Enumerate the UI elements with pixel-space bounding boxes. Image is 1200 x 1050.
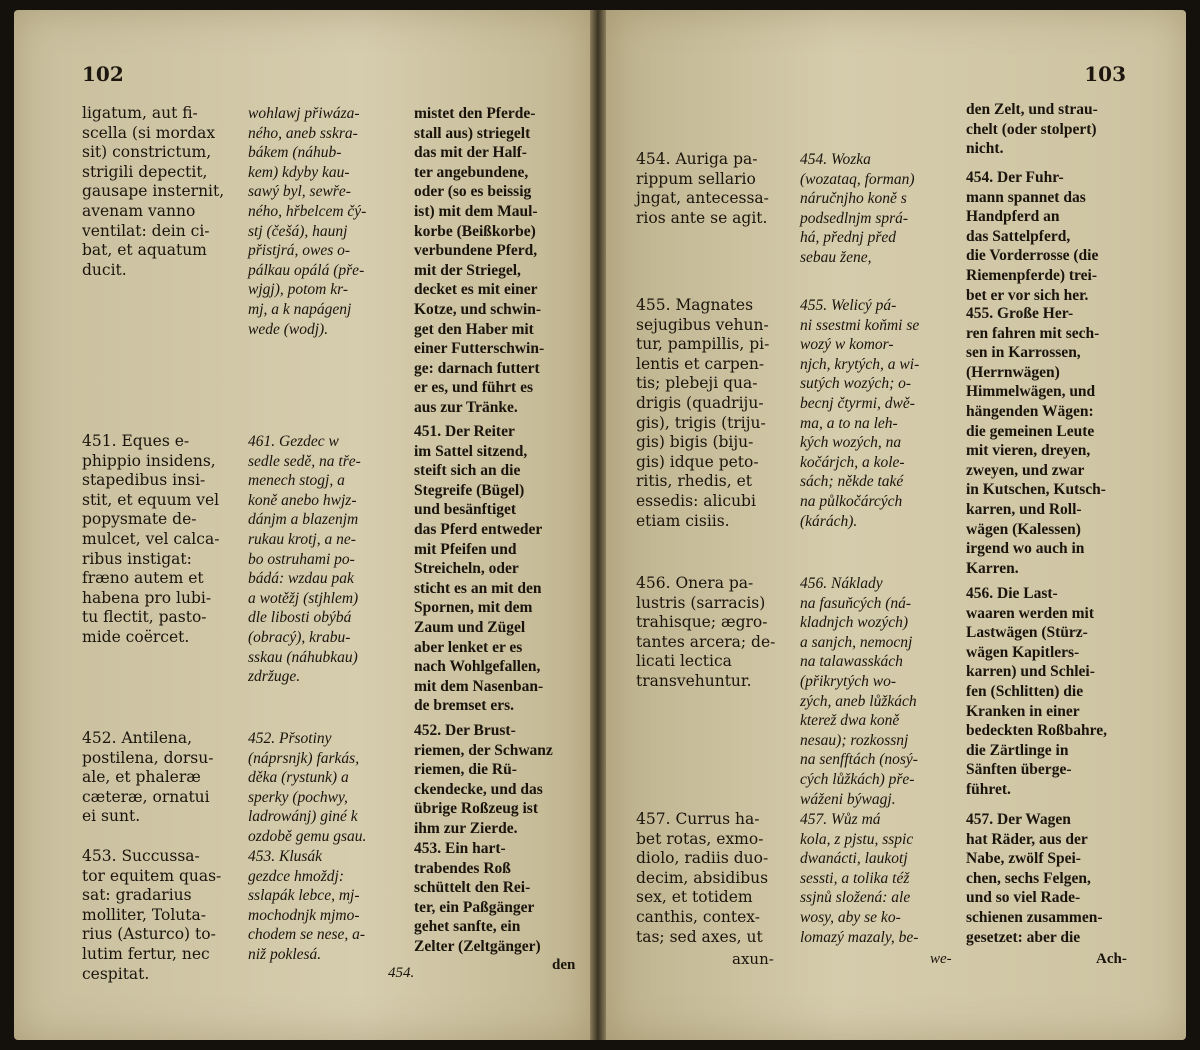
czech-entry-454: 454. Wozka (wozataq, forman) náručnjho koně s podsedlnjm sprá- há, přednj před sebau žene, <box>800 151 915 266</box>
czech-entry-451: 461. Gezdec w sedle sedě, na tře- menech stogj, a koně anebo hwjz- dánjm a blazenjm rukau krotj, a ne- bo ostruhami po- bádá: wzdau pak a wotěžj (stjhlem) dle libosti obýbá (obracý), krabu- sskau (náhubkau) zdržuge. <box>248 433 361 686</box>
latin-entry-452: 452. Antilena, postilena, dorsu- ale, et phaleræ cæteræ, ornatui ei sunt. <box>82 729 214 826</box>
book-gutter <box>590 10 606 1040</box>
czech-entry-452: 452. Přsotiny (náprsnjk) farkás, děka (rystunk) a sperky (pochwy, ladrowánj) giné k ozdobě gemu gsau. <box>248 730 367 845</box>
german-entry-cont: den Zelt, und strau- chelt (oder stolpert) nicht. <box>966 101 1098 158</box>
czech-entry-456: 456. Náklady na fasuňcých (ná- kladnjch wozých) a sanjch, nemocnj na talawasskách (přikrytých wo- zých, aneb lůžkách kterež dwa koně nesau); rozkossnj na senfftách (nosý- cých lůžkách) pře- wáženi býwagj. <box>800 575 918 808</box>
page-number: 102 <box>82 62 124 86</box>
czech-entry-453: 453. Klusák gezdce hmoždj: sslapák lebce, mj- mochodnjk mjmo- chodem se nese, a- niž poklesá. <box>248 848 366 963</box>
catchword-latin: axun- <box>732 950 774 968</box>
czech-entry-455: 455. Welicý pá- ni ssestmi koňmi se wozý w komor- njch, krytých, a wi- sutých wozých; o- becnj čtyrmi, dwě- ma, a to na leh- kých wozých, na kočárjch, a kole- sách; někde také na půlkočárcých (kárách). <box>800 297 920 530</box>
left-page <box>14 10 590 1040</box>
latin-entry-451: 451. Eques e- phippio insidens, stapedibus insi- stit, et equum vel popysmate de- mulcet, vel calca- ribus instigat: fræno autem et habena pro lubi- tu flectit, pasto- mide coërcet. <box>82 432 220 646</box>
latin-entry-456: 456. Onera pa- lustris (sarracis) trahisque; ægro- tantes arcera; de- licati lectica transvehuntur. <box>636 574 776 690</box>
catchword-german: Ach- <box>1096 951 1127 967</box>
page-number: 103 <box>1084 62 1126 86</box>
latin-entry-457: 457. Currus ha- bet rotas, exmo- diolo, radiis duo- decim, absidibus sex, et totidem canthis, contex- tas; sed axes, ut <box>636 810 769 946</box>
german-entry-451: 451. Der Reiter im Sattel sitzend, steift sich an die Stegreife (Bügel) und besänftiget das Pferd entweder mit Pfeifen und Streicheln, oder sticht es an mit den Spornen, mit dem Zaum und Zügel aber lenket er es nach Wohlgefallen, mit dem Nasenban- de bremset ers. <box>414 423 544 715</box>
latin-entry-455: 455. Magnates sejugibus vehun- tur, pampillis, pi- lentis et carpen- tis; plebeji qua- drigis (quadriju- gis), trigis (triju- gis) bigis (biju- gis) idque peto- ritis, rhedis, et essedis: alicubi etiam cisiis. <box>636 296 770 530</box>
latin-entry-453: 453. Succussa- tor equitem quas- sat: gradarius molliter, Toluta- rius (Asturco) to- lutim fertur, nec cespitat. <box>82 847 222 983</box>
german-entry-456: 456. Die Last- waaren werden mit Lastwägen (Stürz- wägen Kapitlers- karren) und Schlei- fen (Schlitten) die Kranken in einer bedeckten Roßbahre, die Zärtlinge in Sänften überge- führet. <box>966 585 1107 798</box>
latin-entry: ligatum, aut fi- scella (si mordax sit) constrictum, strigili depectit, gausape insternit, avenam vanno ventilat: dein ci- bat, et aquatum ducit. <box>82 104 225 279</box>
right-page <box>606 10 1186 1040</box>
german-entry-455: 455. Große Her- ren fahren mit sech- sen in Karrossen, (Herrnwägen) Himmelwägen, und hängenden Wägen: die gemeinen Leute mit vieren, dreyen, zweyen, und zwar in Kutschen, Kutsch- karren, und Roll- wägen (Kalessen) irgend wo auch in Karren. <box>966 305 1106 577</box>
german-entry-454: 454. Der Fuhr- mann spannet das Handpferd an das Sattelpferd, die Vorderrosse (die Riemenpferde) trei- bet er vor sich her. <box>966 169 1099 304</box>
catchword-german: den <box>552 957 576 973</box>
catchword-czech: 454. <box>388 965 415 981</box>
german-entry-452: 452. Der Brust- riemen, der Schwanz riemen, die Rü- ckendecke, und das übrige Roßzeug ist ihm zur Zierde. <box>414 722 553 837</box>
german-entry-457: 457. Der Wagen hat Räder, aus der Nabe, zwölf Spei- chen, sechs Felgen, und so viel Rade- schienen zusammen- gesetzet: aber die <box>966 811 1103 946</box>
latin-entry-454: 454. Auriga pa- rippum sellario jngat, antecessa- rios ante se agit. <box>636 150 769 227</box>
czech-entry-457: 457. Wůz má kola, z pjstu, sspic dwanácti, laukotj sessti, a tolika též ssjnů složená: ale wosy, aby se ko- lomazý mazaly, be- <box>800 811 919 946</box>
german-entry: mistet den Pferde- stall aus) striegelt das mit der Half- ter angebundene, oder (so es beissig ist) mit dem Maul- korbe (Beißkorbe) verbundene Pferd, mit der Striegel, decket es mit einer Kotze, und schwin- get den Haber mit einer Futterschwin- ge: darnach futtert er es, und führt es aus zur Tränke. <box>414 105 545 416</box>
czech-entry: wohlawj přiwáza- ného, aneb sskra- bákem (náhub- kem) kdyby kau- sawý byl, sewře- ného, hřbelcem čý- stj (češá), haunj přistjrá, owes o- pálkau opálá (pře- wjgj), potom kr- mj, a k napágenj wede (wodj). <box>248 105 367 338</box>
german-entry-453: 453. Ein hart- trabendes Roß schüttelt den Rei- ter, ein Paßgänger gehet sanfte, ein Zelter (Zeltgänger) <box>414 840 541 955</box>
catchword-czech: we- <box>930 951 952 967</box>
